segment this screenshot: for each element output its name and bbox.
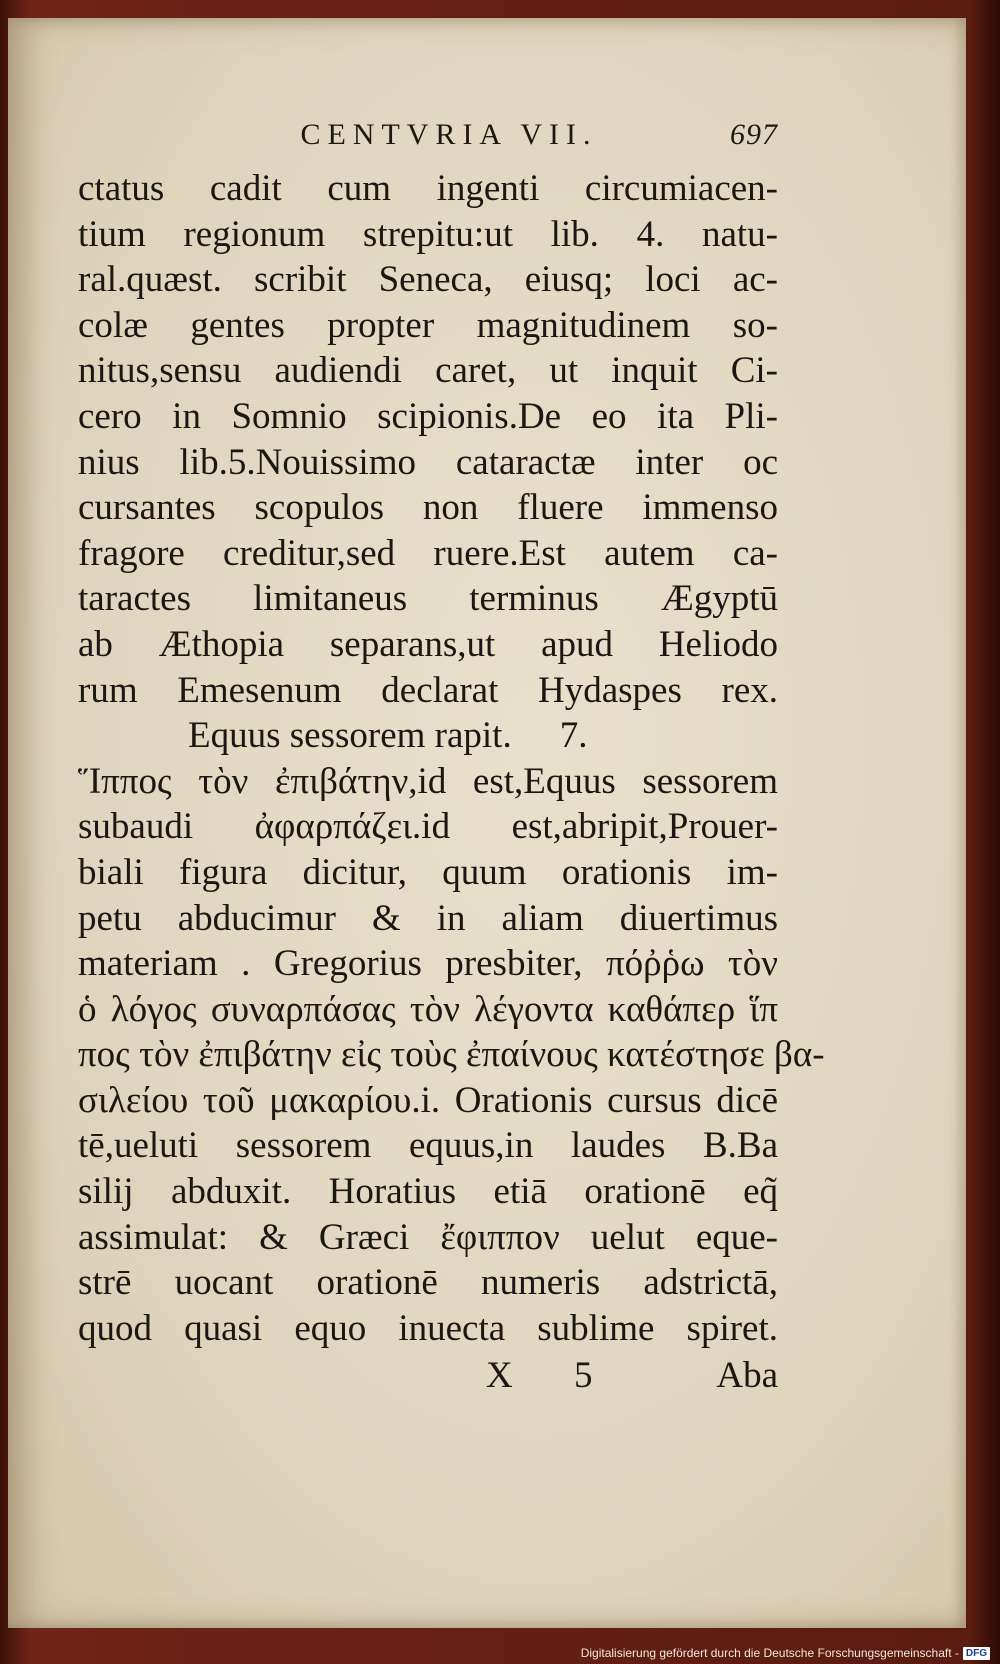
text-line: petu abducimur & in aliam diuertimus [78, 897, 778, 939]
text-line: taractes limitaneus terminus Ægyptū [78, 578, 778, 620]
text-line: ὁ λόγος συναρπάσας τὸν λέγοντα καθάπερ ἵπ [78, 988, 778, 1030]
text-block [78, 118, 825, 1401]
text-line: biali figura dicitur, quum orationis im- [78, 851, 778, 893]
book-page [8, 18, 966, 1628]
dfg-logo-icon: DFG [963, 1647, 990, 1660]
running-header [78, 118, 778, 164]
catchline [78, 1351, 778, 1401]
text-line: subaudi ἀφαρπάζει.id est,abripit,Prouer- [78, 806, 778, 848]
page-number: 697 [729, 118, 778, 151]
text-line: ctatus cadit cum ingenti circumiacen- [78, 168, 778, 209]
text-line: cursantes scopulos non fluere immenso [78, 487, 778, 529]
text-line: quod quasi equo inuecta sublime spiret. [78, 1307, 778, 1349]
text-line: ral.quæst. scribit Seneca, eiusq; loci ac- [78, 259, 778, 301]
text-line: fragore creditur,sed ruere.Est autem ca- [78, 532, 778, 574]
text-line: silij abduxit. Horatius etiā orationē eq̃ [78, 1171, 778, 1213]
credit-text: Digitalisierung gefördert durch die Deutsche Forschungsgemeinschaft - [580, 1646, 959, 1660]
text-line: nitus,sensu audiendi caret, ut inquit Ci- [78, 350, 778, 392]
catchword: Aba [716, 1355, 778, 1397]
text-line: strē uocant orationē numeris adstrictā, [78, 1262, 778, 1304]
heading-number: 7. [559, 715, 588, 757]
text-line: πος τὸν ἐπιβάτην εἰς τοὺς ἐπαίνους κατέστησε βα- [78, 1034, 825, 1076]
running-title: CENTVRIA VII. [300, 118, 598, 151]
text-line: cero in Somnio scipionis.De eo ita Pli- [78, 395, 778, 437]
signature-mark: X 5 [486, 1355, 619, 1397]
text-line: rum Emesenum declarat Hydaspes rex. [78, 669, 778, 711]
text-line: σιλείου τοῦ μακαρίου.i. Orationis cursus dicē [78, 1079, 778, 1121]
text-line: colæ gentes propter magnitudinem so- [78, 304, 778, 346]
text-line: nius lib.5.Nouissimo cataractæ inter oc [78, 441, 778, 483]
text-line: assimulat: & Græci ἔφιππον uelut eque- [78, 1216, 778, 1258]
text-line: tium regionum strepitu:ut lib. 4. natu- [78, 213, 778, 255]
heading-text: Equus sessorem rapit. [188, 715, 512, 757]
text-line: Ἵππος τὸν ἐπιβάτην,id est,Equus sessorem [78, 760, 778, 802]
section-heading [78, 713, 778, 759]
text-line: tē,ueluti sessorem equus,in laudes B.Ba [78, 1125, 778, 1167]
digitization-credit [581, 1646, 990, 1660]
text-line: ab Æthopia separans,ut apud Heliodo [78, 623, 778, 665]
text-line: materiam . Gregorius presbiter, πόῤῥω τὸν [78, 943, 778, 985]
